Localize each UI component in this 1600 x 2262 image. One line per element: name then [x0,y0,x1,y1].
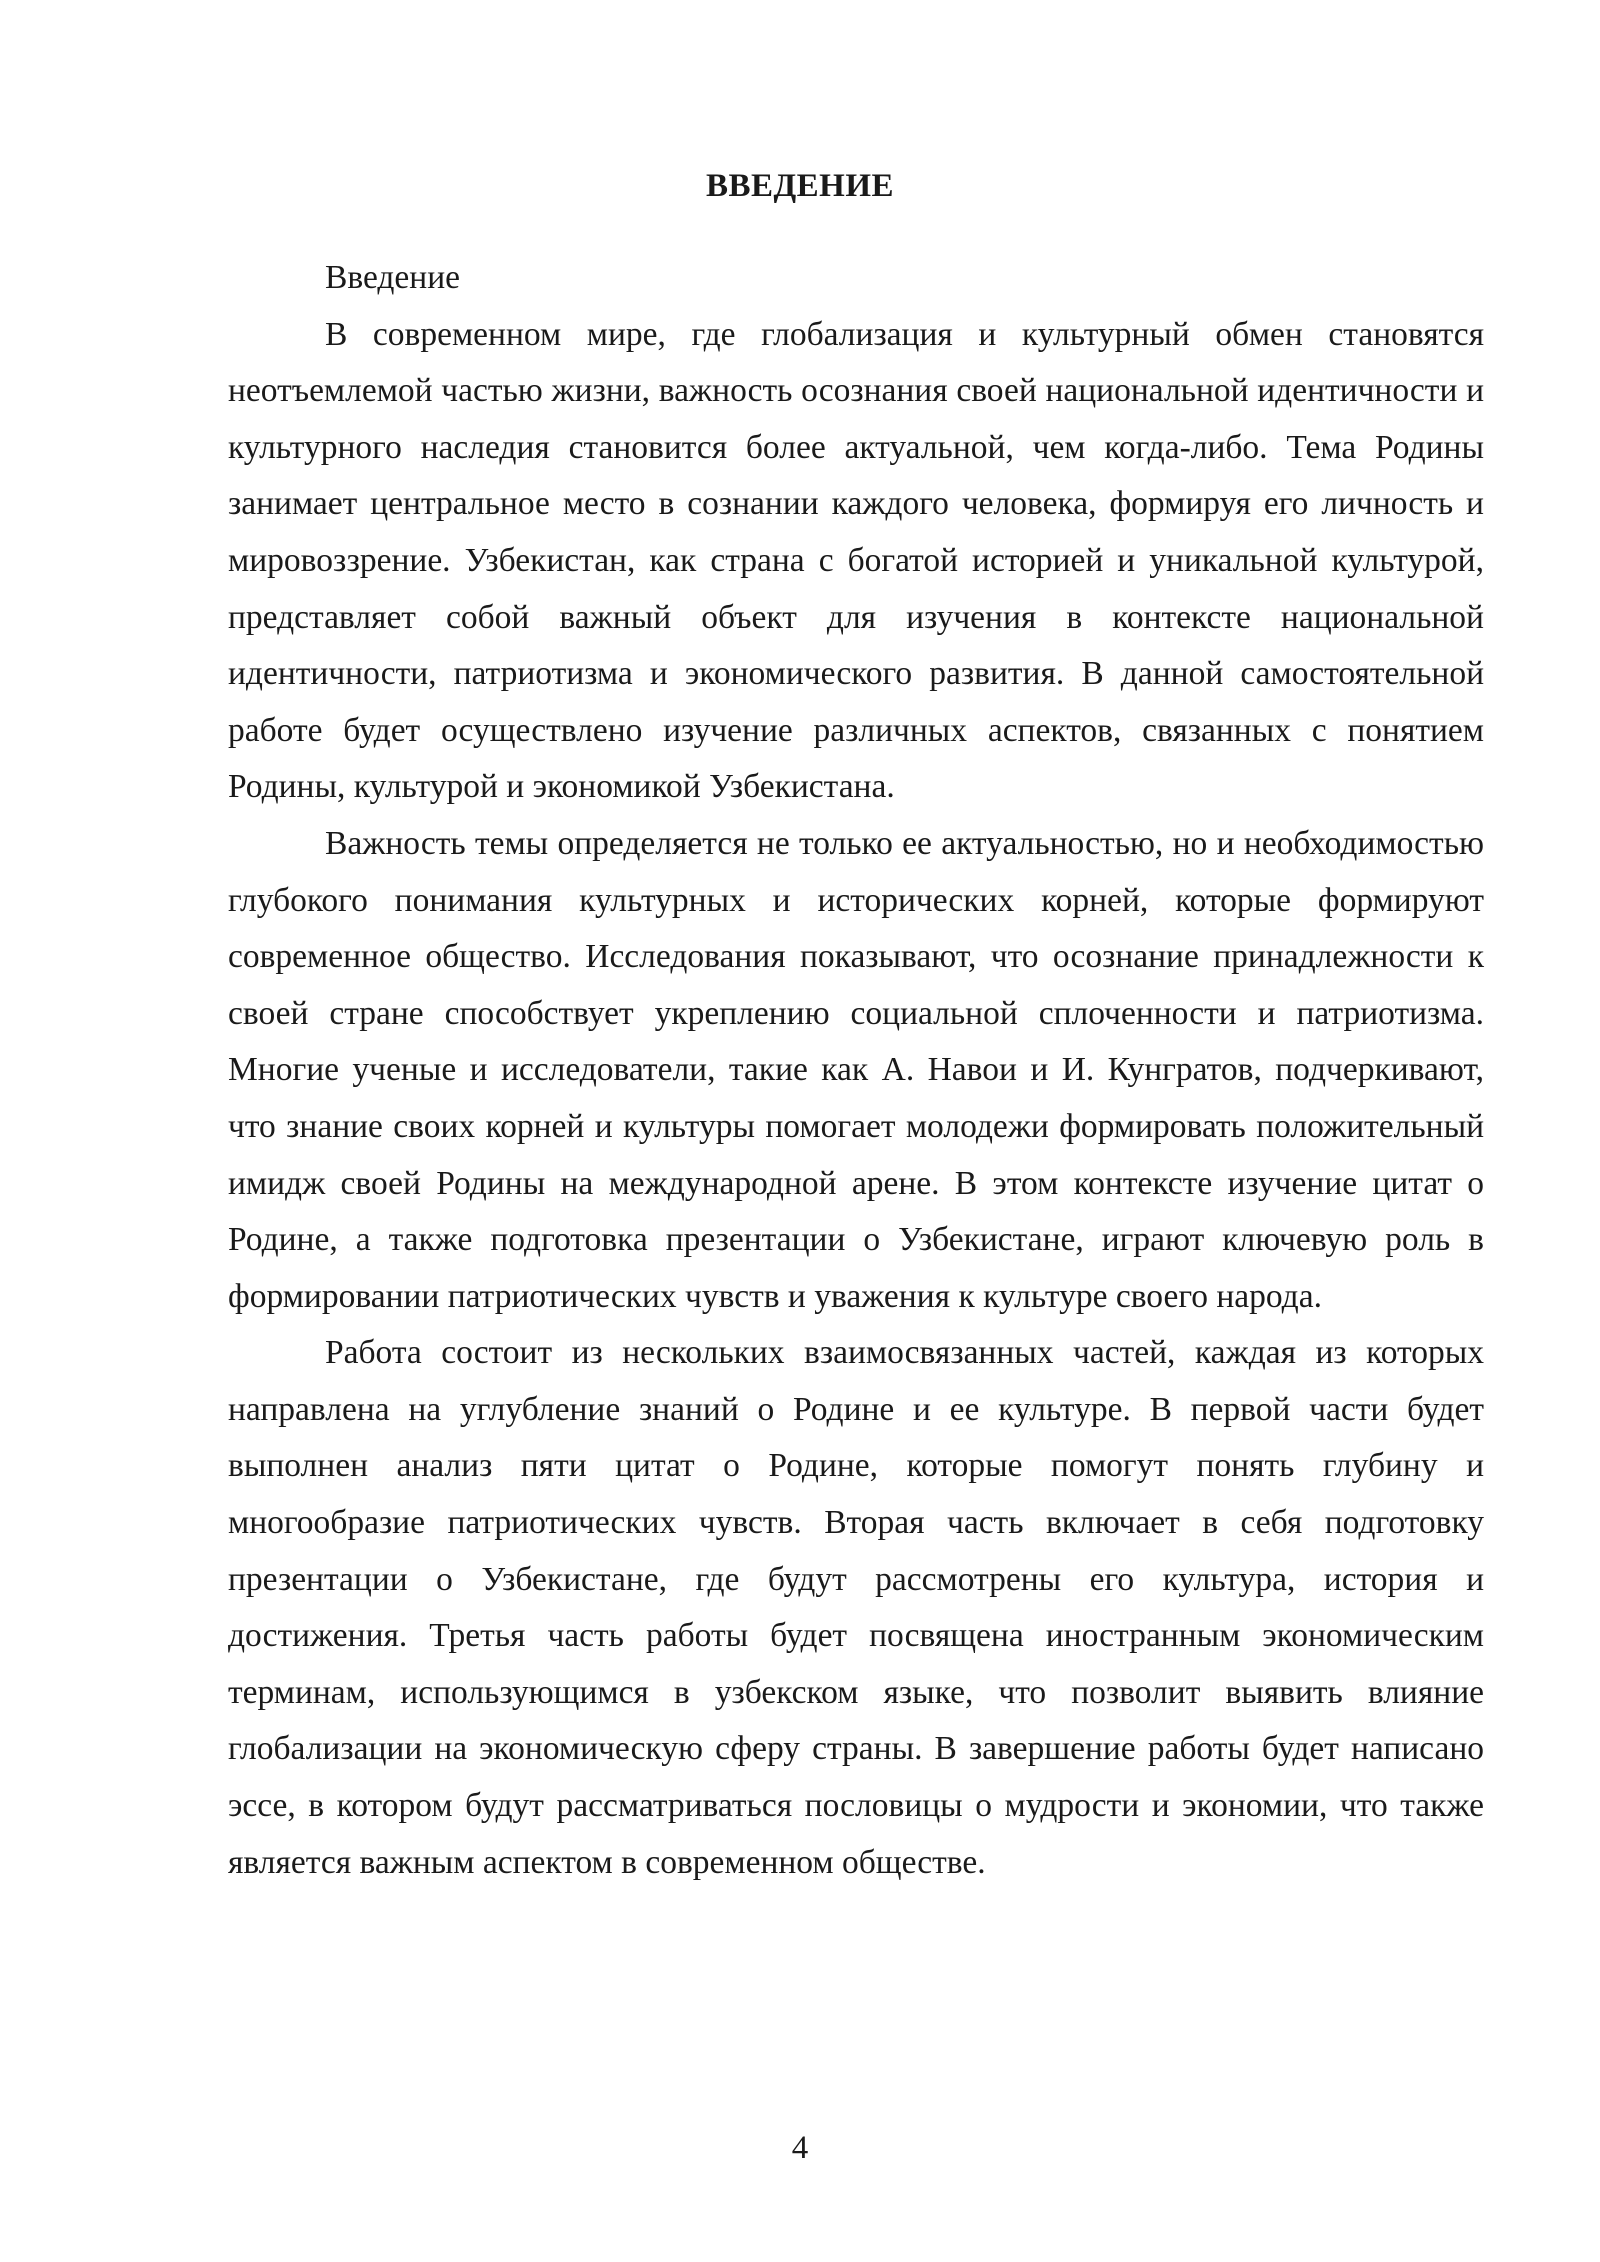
section-subheading: Введение [325,259,461,296]
page-number: 4 [791,2130,809,2166]
page-title: ВВЕДЕНИЕ [705,168,895,204]
paragraph-1: В современном мире, где глобализация и культурный обмен становятся неотъемлемой частью жизни, важность осознания своей национальной идентичности и культурного наследия становится более актуальной, чем когда-либо. Тема Родины занимает центральное место в сознании каждого человека, формируя его личность и мировоззрение. Узбекистан, как страна с богатой историей и уникальной культурой, представляет собой важный объект для изучения в контексте национальной идентичности, патриотизма и экономического развития. В данной самостоятельной работе будет осуществлено изучение различных аспектов, связанных с понятием Родины, культурой и экономикой Узбекистана. [228,315,1484,806]
body-text [228,250,1484,1891]
paragraph-3: Работа состоит из нескольких взаимосвязанных частей, каждая из которых направлена на углубление знаний о Родине и ее культуре. В первой части будет выполнен анализ пяти цитат о Родине, которые помогут понять глубину и многообразие патриотических чувств. Вторая часть включает в себя подготовку презентации о Узбекистане, где будут рассмотрены его культура, история и достижения. Третья часть работы будет посвящена иностранным экономическим терминам, использующимся в узбекском языке, что позволит выявить влияние глобализации на экономическую сферу страны. В завершение работы будет написано эссе, в котором будут рассматриваться пословицы о мудрости и экономии, что также является важным аспектом в современном обществе. [228,1334,1484,1881]
paragraph-2: Важность темы определяется не только ее актуальностью, но и необходимостью глубокого понимания культурных и исторических корней, которые формируют современное общество. Исследования показывают, что осознание принадлежности к своей стране способствует укреплению социальной сплоченности и патриотизма. Многие ученые и исследователи, такие как А. Навои и И. Кунгратов, подчеркивают, что знание своих корней и культуры помогает молодежи формировать положительный имидж своей Родины на международной арене. В этом контексте изучение цитат о Родине, а также подготовка презентации о Узбекистане, играют ключевую роль в формировании патриотических чувств и уважения к культуре своего народа. [228,824,1484,1315]
